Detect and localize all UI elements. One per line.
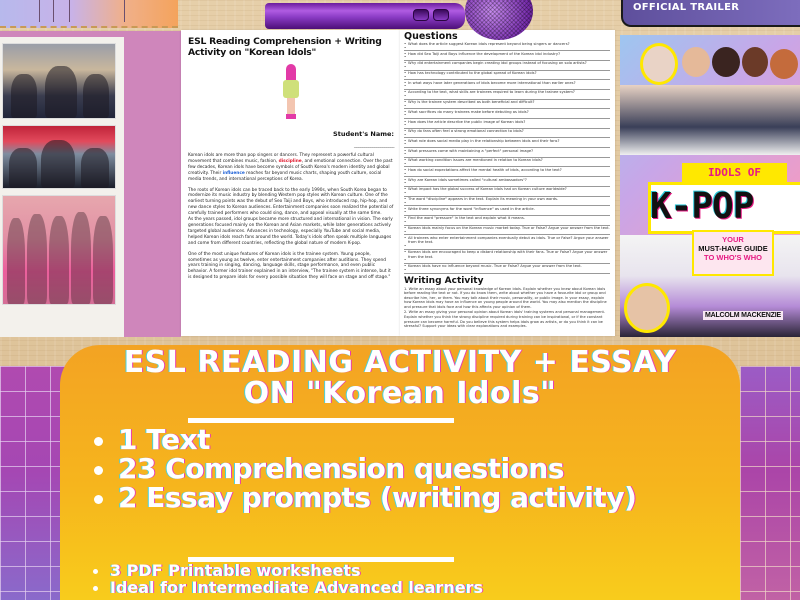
writing-prompt-2: 2. Write an essay giving your personal opinion about Korean idols' training systems and personal management. Explain whether you think the strong discipline required during training can be inspirational, or if the constant pressure can become harmful. Do you believe this system helps idols grow as artists, or do you think it can be stressful? Support your ideas with clear explanations and examples. [404, 310, 606, 329]
question-item: • Why did entertainment companies begin creating idol groups instead of focusing on solo artists? [404, 61, 610, 66]
face-circle [742, 47, 768, 77]
figure-silhouette [71, 212, 91, 304]
mic-button [433, 9, 449, 21]
idol-photo-girl-group-pink [2, 195, 116, 305]
idol-group-strip [620, 85, 800, 155]
ticket-cell [40, 0, 54, 22]
question-item: • Write three synonyms for the word "influence" as used in the article. [404, 207, 610, 212]
student-name-line: ____________________ [354, 142, 394, 148]
subtitle-line: MUST-HAVE GUIDE [698, 244, 768, 253]
features-list [90, 425, 650, 512]
question-item: • What pressures come with maintaining a "perfect" personal image? [404, 149, 610, 154]
ticket-cell [55, 0, 70, 22]
promo-title-line-2: ON "Korean Idols" [243, 376, 557, 411]
answer-line [404, 124, 610, 129]
writing-prompt-1: 1. Write an essay about your personal knowledge of Korean idols. Explain whether you knew about Korean idols before reading the text or not. If you do know them, write about whether you have a favourite idol or group and describe him, her, or them. You may talk about their music, personality, or public image. In your essay, explain how Korean idols may have an influence on young people around the world. You may also mention the discipline and pressure that idols face and how this affects your opinion of them. [404, 286, 607, 309]
book-author: MALCOLM MACKENZIE [705, 312, 781, 319]
reading-paragraph-2: The roots of Korean idols can be traced back to the early 1990s, when South Korea began to modernize its music industry by blending Western pop styles with Korean culture. One of the earliest turning points was the debut of Seo Taiji and Boys, who introduced rap, hip-hop, and new dance styles to Korean audiences. Entertainment companies soon realized the potential of carefully trained performers who could sing, dance, and appeal visually at the same time. [188, 187, 394, 217]
reading-paragraph-1 [188, 153, 394, 183]
paragraph-text: , and emotional connection. Over the past few decades, Korean idols have become symbols of South Korea's modern identity and global creativity. Their [188, 158, 393, 176]
mic-button [413, 9, 429, 21]
question-item: • What sacrifices do many trainees make before debuting as idols? [404, 110, 610, 115]
questions-list [404, 42, 610, 274]
question-item: • What working condition issues are mentioned in relation to Korean idols? [404, 158, 610, 163]
figure-silhouette [7, 218, 25, 304]
answer-line [404, 163, 610, 168]
feature-item: 2 Essay prompts (writing activity) [90, 483, 650, 512]
trailer-label: OFFICIAL TRAILER [633, 2, 740, 13]
question-item: • What role does social media play in the relationship between idols and their fans? [404, 139, 610, 144]
microphone-illustration [265, 0, 533, 34]
answer-line [404, 134, 610, 139]
answer-line [404, 173, 610, 178]
extras-list [88, 562, 483, 596]
book-title-idols-of: IDOLS OF [682, 163, 787, 182]
figure-silhouette [11, 74, 37, 118]
writing-activity-title: Writing Activity [404, 275, 484, 286]
answer-line [404, 259, 610, 264]
paragraph-text: Korean idols are more than pop singers or dancers. They represent a powerful cultural movement that combines music, fashion, [188, 153, 374, 164]
answer-line [404, 231, 610, 236]
promo-title-line-1: ESL READING ACTIVITY + ESSAY [123, 345, 677, 380]
figure-silhouette [93, 216, 113, 304]
kpop-book-cover [620, 35, 800, 337]
answer-line [404, 211, 610, 216]
question-item: • Korean idols have no influence beyond music. True or False? Argue your answer from the text. [404, 264, 610, 269]
idol-photo-boy-group [2, 43, 116, 119]
official-trailer-banner [621, 0, 800, 27]
face-circle [770, 49, 798, 79]
question-item: • Korean idols mainly focus on the Korean music market today. True or False? Argue your answer from the text. [404, 226, 610, 231]
answer-line [404, 182, 610, 187]
reading-paragraph-4: One of the most unique features of Korean idols is the trainee system. Young people, sometimes as young as twelve, enter entertainment companies after auditions. They spend years training in singing, dancing, language skills, stage performance, and even public behavior. A former idol trainer explained in an interview, "The trainee system is intense, but it is designed to prepare idols for every possible situation they will face on stage and off stage." [188, 251, 391, 281]
figure-silhouette [49, 216, 69, 304]
question-item: • Why is the trainee system described as both beneficial and difficult? [404, 100, 610, 105]
answer-line [404, 56, 610, 61]
subtitle-line: TO WHO'S WHO [704, 253, 762, 262]
worksheet-reading-page [181, 30, 400, 336]
question-item: • What does the article suggest Korean idols represent beyond being singers or dancers? [404, 42, 610, 47]
question-item: • How did Seo Taiji and Boys influence the development of the Korean idol industry? [404, 52, 610, 57]
face-circle [682, 47, 710, 77]
book-subtitle [692, 230, 774, 276]
question-item: • According to the text, what skills are trainees required to learn during the trainee system? [404, 90, 610, 95]
ticket-decoration [0, 0, 178, 28]
answer-line [404, 66, 610, 71]
feature-item: 23 Comprehension questions [90, 454, 650, 483]
figure-silhouette [81, 148, 109, 188]
divider-line [188, 418, 454, 423]
answer-line [404, 95, 610, 100]
extra-item: 3 PDF Printable worksheets [88, 562, 483, 579]
student-name-label: Student's Name: [333, 130, 394, 138]
extra-item: Ideal for Intermediate Advanced learners [88, 579, 483, 596]
question-item: • Find the word "pressure" in the text and explain what it means. [404, 216, 610, 221]
subtitle-line: YOUR [722, 235, 744, 244]
answer-line [404, 47, 610, 52]
question-item: • How do social expectations affect the mental health of idols, according to the text? [404, 168, 610, 173]
question-item: • The word "discipline" appears in the text. Explain its meaning in your own words. [404, 197, 610, 202]
idol-illustration [280, 64, 302, 120]
question-item: • What impact has the global success of Korean idols had on Korean culture worldwide? [404, 187, 610, 192]
reading-paragraph-3: As the years passed, idol groups became more structured and international in vision. The early generations focused mainly on the Korean and Asian markets, while later generations actively targeted global audiences. Advances in technology, especially YouTube and social media, helped Korean idols reach fans around the world. Today's idols often speak multiple languages and come from different countries, reflecting the global nature of modern K-pop. [188, 217, 393, 246]
paragraph-text: reaches far beyond music charts, shaping youth culture, social media trends, and international perceptions of Korea. [188, 170, 382, 182]
question-item: • Why are Korean idols sometimes called "cultural ambassadors"? [404, 178, 610, 183]
answer-line [404, 114, 610, 119]
answer-line [404, 105, 610, 110]
questions-title: Questions [404, 31, 458, 42]
ticket-cell [70, 0, 125, 22]
ticket-cell [26, 0, 40, 22]
answer-line [404, 153, 610, 158]
figure-silhouette [9, 148, 37, 188]
figure-silhouette [45, 66, 77, 118]
answer-line [404, 221, 610, 226]
promo-title [60, 347, 740, 409]
idol-photo-girl-group-red [2, 125, 116, 189]
figure-silhouette [83, 74, 109, 118]
question-item: • How has technology contributed to the global spread of Korean idols? [404, 71, 610, 76]
grid-background-right [740, 366, 800, 600]
face-circle [712, 47, 740, 77]
answer-line [404, 85, 610, 90]
figure-silhouette [41, 140, 75, 188]
shoes-shape [286, 114, 296, 119]
photo-strip [0, 37, 124, 337]
highlight-discipline: discipline [278, 158, 302, 164]
answer-line [404, 202, 610, 207]
feature-item: 1 Text [90, 425, 650, 454]
book-title-kpop: K-POP [650, 186, 754, 227]
answer-line [404, 245, 610, 250]
question-item: • How does the article describe the public image of Korean idols? [404, 120, 610, 125]
answer-line [404, 76, 610, 81]
answer-line [404, 192, 610, 197]
question-item: • Korean idols are encouraged to keep a distant relationship with their fans. True or False? Argue your answer from the text. [404, 250, 610, 259]
dress-shape [283, 80, 299, 98]
question-item: • All trainees who enter entertainment companies eventually debut as idols. True or False? Argue your answer from the text. [404, 236, 610, 245]
worksheet-title: ESL Reading Comprehension + Writing Activity on "Korean Idols" [188, 36, 382, 58]
face-circle [624, 283, 670, 333]
question-item: • In what ways have later generations of idols become more international than earlier ones? [404, 81, 610, 86]
highlight-influence: influence [222, 170, 245, 176]
face-circle [640, 43, 678, 85]
answer-line [404, 143, 610, 148]
legs-shape [287, 98, 295, 114]
answer-line [404, 269, 610, 274]
worksheet-questions-page [400, 30, 615, 336]
question-item: • Why do fans often feel a strong emotional connection to idols? [404, 129, 610, 134]
figure-silhouette [27, 214, 47, 304]
